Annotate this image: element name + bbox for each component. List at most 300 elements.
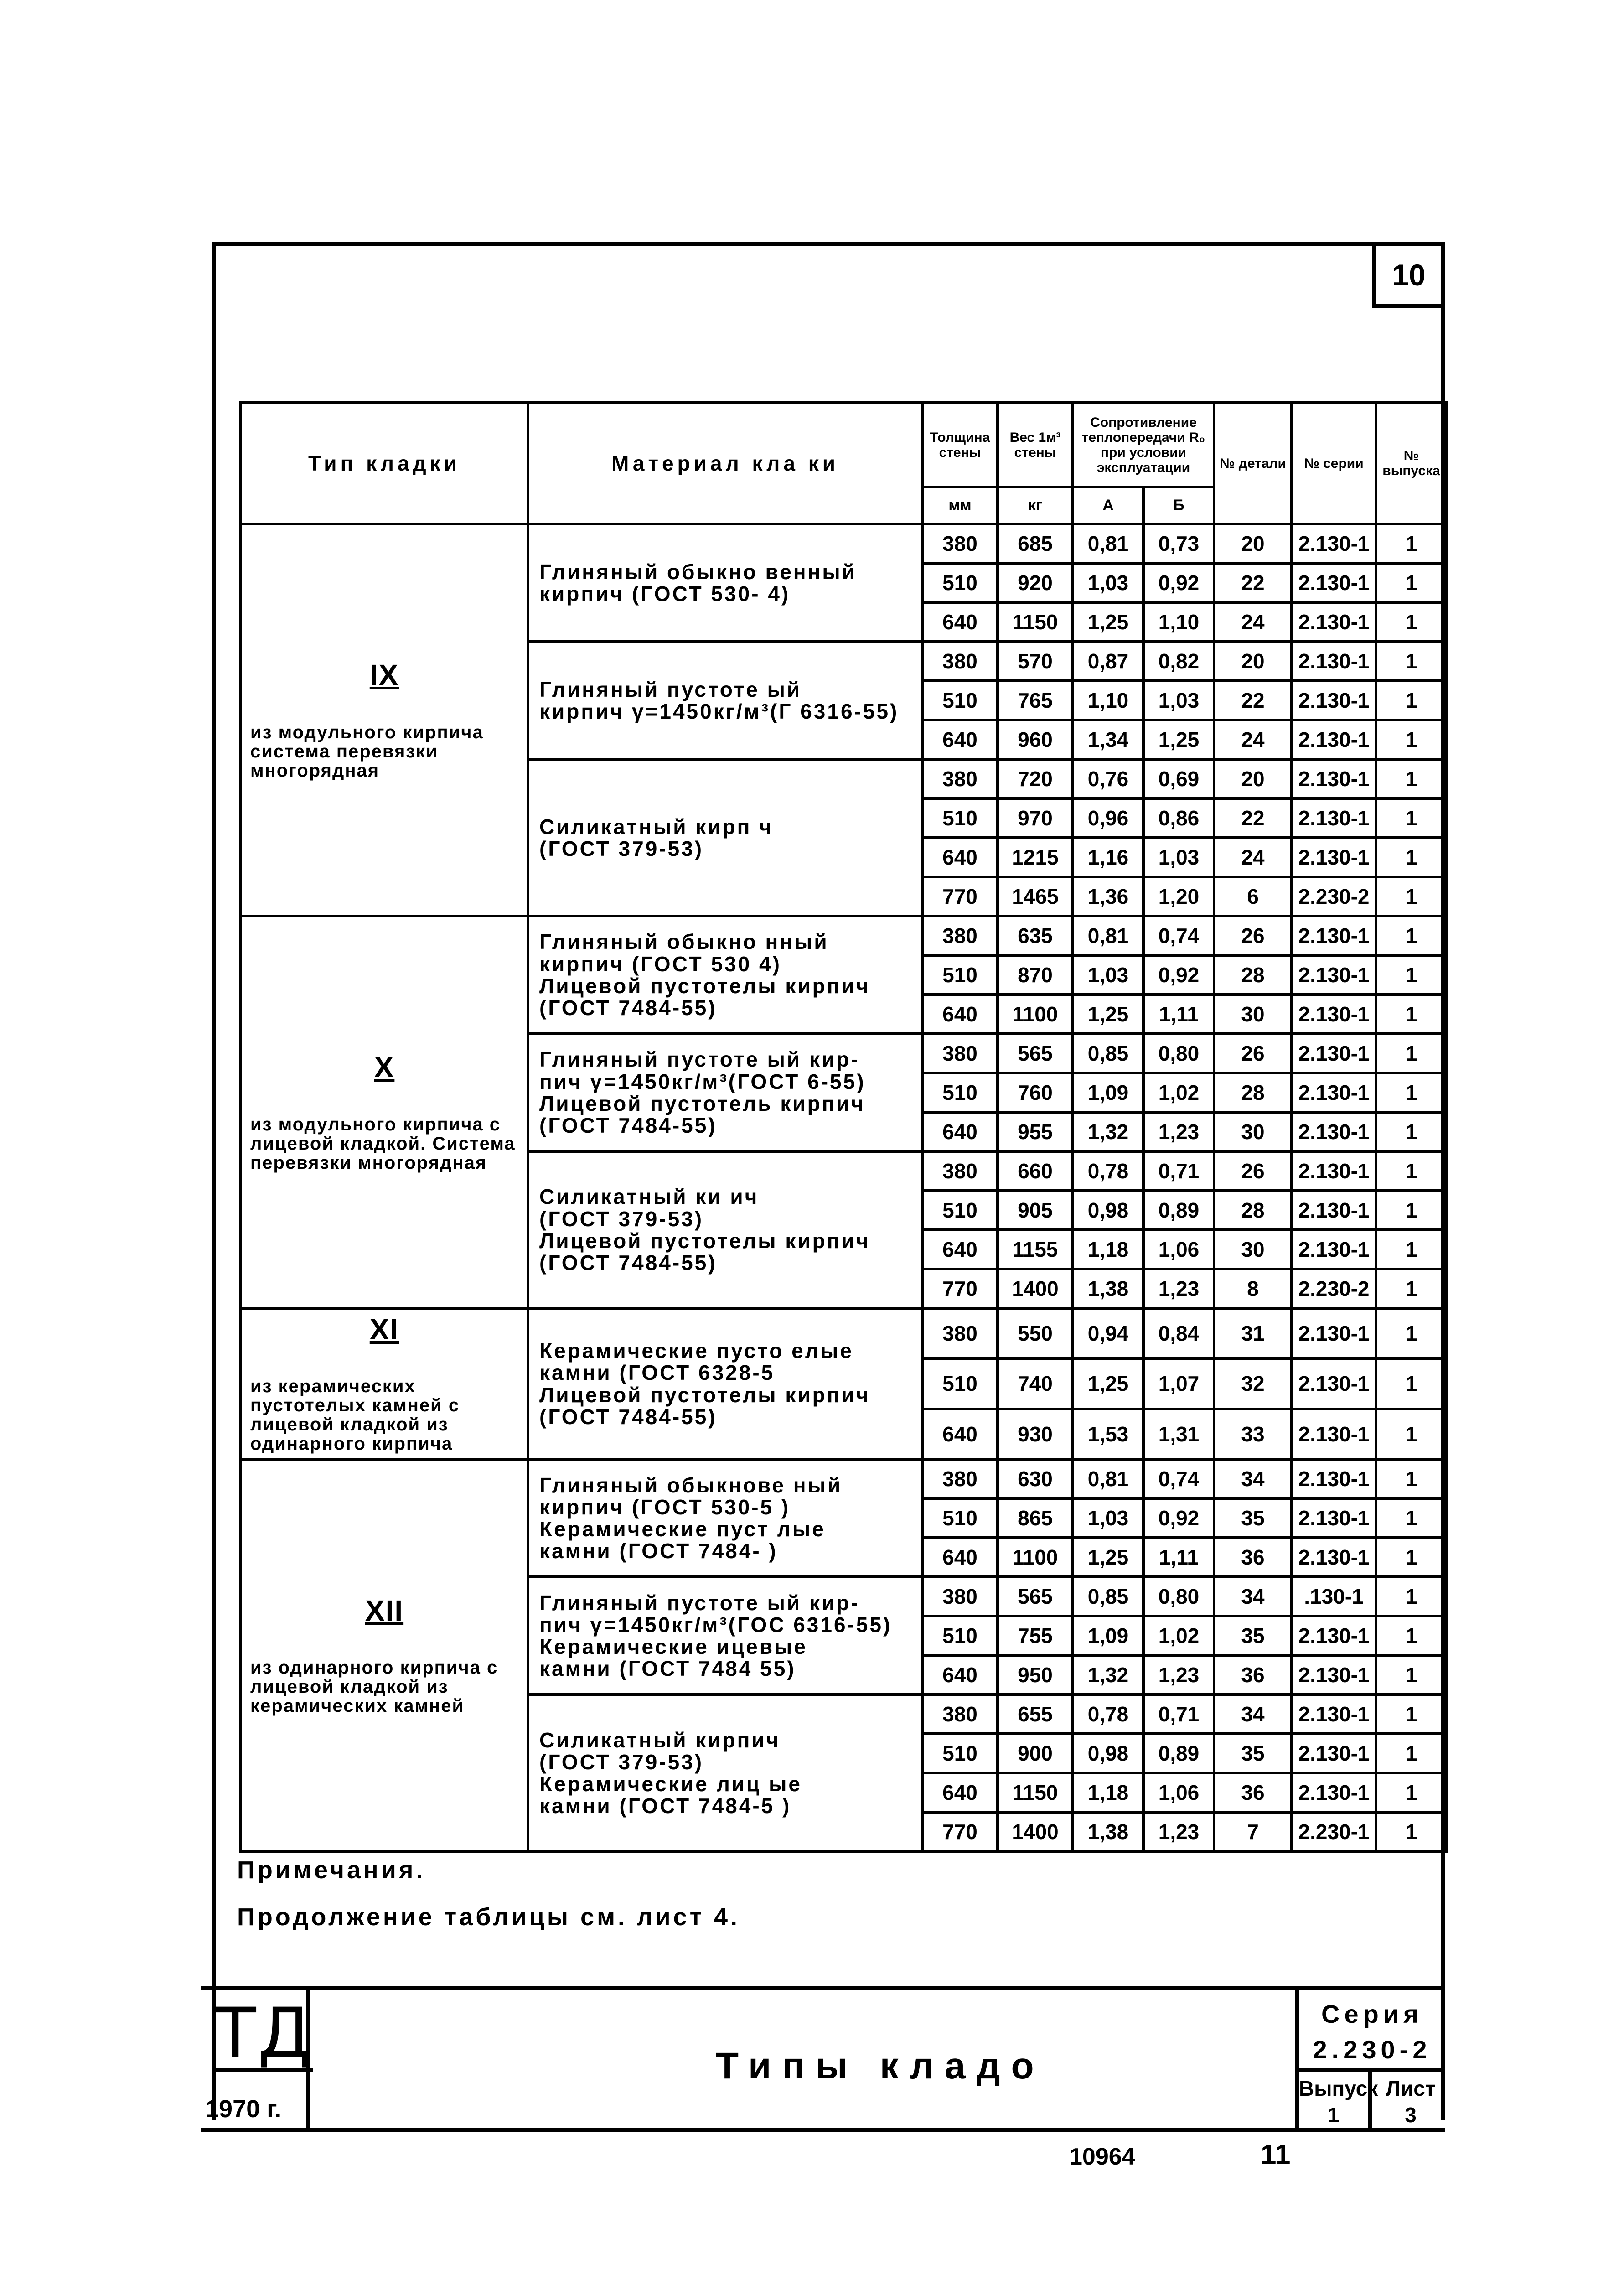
weight-cell: 1215 xyxy=(998,838,1073,877)
material-line: (ГОСТ 7484-55) xyxy=(539,1251,717,1275)
series-cell: 2.130-1 xyxy=(1292,1459,1376,1498)
series-cell: 2.130-1 xyxy=(1292,602,1376,642)
thickness-cell: 640 xyxy=(922,1112,998,1151)
thickness-cell: 380 xyxy=(922,524,998,563)
weight-cell: 660 xyxy=(998,1151,1073,1191)
resistance-b-cell: 1,25 xyxy=(1143,720,1214,759)
series-cell: 2.130-1 xyxy=(1292,955,1376,995)
thickness-cell: 510 xyxy=(922,1191,998,1230)
masonry-type-cell xyxy=(241,1308,528,1459)
material-line: Глиняный пустоте ый xyxy=(539,677,802,701)
notes-title: Примечания. xyxy=(237,1856,426,1884)
weight-cell: 1465 xyxy=(998,877,1073,916)
weight-cell: 630 xyxy=(998,1459,1073,1498)
thickness-cell: 380 xyxy=(922,1459,998,1498)
detail-cell: 24 xyxy=(1214,720,1292,759)
detail-cell: 7 xyxy=(1214,1812,1292,1851)
material-line: кирпич (ГОСТ 530-5 ) xyxy=(539,1495,791,1519)
issue-cell: 1 xyxy=(1376,1655,1447,1694)
issue-cell: 1 xyxy=(1376,1734,1447,1773)
resistance-b-cell: 0,92 xyxy=(1143,955,1214,995)
thickness-cell: 380 xyxy=(922,1034,998,1073)
material-cell xyxy=(528,524,922,642)
resistance-a-cell: 1,53 xyxy=(1073,1409,1143,1459)
thickness-cell: 640 xyxy=(922,1773,998,1812)
detail-cell: 26 xyxy=(1214,1034,1292,1073)
detail-cell: 34 xyxy=(1214,1577,1292,1616)
resistance-b-cell: 1,20 xyxy=(1143,877,1214,916)
series-cell: 2.130-1 xyxy=(1292,1230,1376,1269)
header-issue: № выпуска xyxy=(1376,403,1447,524)
header-col-b: Б xyxy=(1143,487,1214,524)
thickness-cell: 640 xyxy=(922,720,998,759)
header-detail: № детали xyxy=(1214,403,1292,524)
resistance-a-cell: 1,25 xyxy=(1073,995,1143,1034)
resistance-b-cell: 1,23 xyxy=(1143,1112,1214,1151)
resistance-b-cell: 0,82 xyxy=(1143,642,1214,681)
resistance-a-cell: 0,76 xyxy=(1073,759,1143,798)
detail-cell: 22 xyxy=(1214,798,1292,838)
resistance-b-cell: 0,74 xyxy=(1143,1459,1214,1498)
detail-cell: 31 xyxy=(1214,1308,1292,1358)
issue-cell: 1 xyxy=(1376,1308,1447,1358)
series-cell: 2.130-1 xyxy=(1292,1616,1376,1655)
resistance-a-cell: 1,34 xyxy=(1073,720,1143,759)
issue-cell: 1 xyxy=(1376,877,1447,916)
issue-cell: 1 xyxy=(1376,1538,1447,1577)
masonry-type-cell xyxy=(241,1459,528,1851)
detail-cell: 30 xyxy=(1214,1112,1292,1151)
resistance-a-cell: 1,03 xyxy=(1073,955,1143,995)
weight-cell: 905 xyxy=(998,1191,1073,1230)
issue-cell: 1 xyxy=(1376,1230,1447,1269)
weight-cell: 900 xyxy=(998,1734,1073,1773)
detail-cell: 35 xyxy=(1214,1498,1292,1538)
series-cell: 2.130-1 xyxy=(1292,759,1376,798)
series-cell: 2.130-1 xyxy=(1292,1358,1376,1409)
thickness-cell: 380 xyxy=(922,642,998,681)
resistance-b-cell: 1,11 xyxy=(1143,1538,1214,1577)
header-type: Тип кладки xyxy=(241,403,528,524)
issue-cell: 1 xyxy=(1376,524,1447,563)
thickness-cell: 380 xyxy=(922,1308,998,1358)
resistance-b-cell: 0,92 xyxy=(1143,1498,1214,1538)
thickness-cell: 640 xyxy=(922,1409,998,1459)
weight-cell: 685 xyxy=(998,524,1073,563)
resistance-b-cell: 1,23 xyxy=(1143,1269,1214,1308)
masonry-type-description: из модульного кирпича с лицевой кладкой. Система перевязки многорядная xyxy=(250,1114,516,1173)
material-line: Силикатный кирпич xyxy=(539,1728,781,1752)
resistance-a-cell: 1,38 xyxy=(1073,1269,1143,1308)
resistance-b-cell: 0,84 xyxy=(1143,1308,1214,1358)
resistance-b-cell: 0,89 xyxy=(1143,1191,1214,1230)
detail-cell: 22 xyxy=(1214,563,1292,602)
issue-cell: 1 xyxy=(1376,1151,1447,1191)
header-unit-kg: кг xyxy=(998,487,1073,524)
sheet-label: Лист xyxy=(1386,2077,1436,2100)
resistance-a-cell: 1,32 xyxy=(1073,1655,1143,1694)
material-line: кирпич γ=1450кг/м³(Г 6316-55) xyxy=(539,700,899,723)
material-line: камни (ГОСТ 7484- ) xyxy=(539,1539,778,1563)
material-line: (ГОСТ 7484-55) xyxy=(539,1404,717,1429)
resistance-a-cell: 1,03 xyxy=(1073,563,1143,602)
resistance-b-cell: 0,71 xyxy=(1143,1151,1214,1191)
issue-cell: 1 xyxy=(1376,1459,1447,1498)
detail-cell: 32 xyxy=(1214,1358,1292,1409)
detail-cell: 24 xyxy=(1214,602,1292,642)
material-line: Керамические пусто елые xyxy=(539,1339,853,1363)
detail-cell: 6 xyxy=(1214,877,1292,916)
resistance-b-cell: 0,80 xyxy=(1143,1034,1214,1073)
thickness-cell: 510 xyxy=(922,1498,998,1538)
series-cell: 2.130-1 xyxy=(1292,1034,1376,1073)
material-line: Силикатный ки ич xyxy=(539,1185,759,1209)
weight-cell: 550 xyxy=(998,1308,1073,1358)
thickness-cell: 510 xyxy=(922,681,998,720)
resistance-b-cell: 0,89 xyxy=(1143,1734,1214,1773)
series-cell: 2.130-1 xyxy=(1292,681,1376,720)
masonry-type-roman: XI xyxy=(369,1313,399,1346)
material-cell xyxy=(528,1151,922,1308)
detail-cell: 34 xyxy=(1214,1459,1292,1498)
resistance-a-cell: 0,81 xyxy=(1073,1459,1143,1498)
series-cell: 2.130-1 xyxy=(1292,1191,1376,1230)
material-line: кирпич (ГОСТ 530 4) xyxy=(539,952,781,976)
series-cell: 2.130-1 xyxy=(1292,1498,1376,1538)
header-series: № серии xyxy=(1292,403,1376,524)
masonry-type-roman: IX xyxy=(369,658,399,692)
masonry-types-table xyxy=(239,401,1448,1853)
year: 1970 г. xyxy=(205,2095,282,2123)
resistance-a-cell: 1,25 xyxy=(1073,602,1143,642)
detail-cell: 36 xyxy=(1214,1773,1292,1812)
issue-cell: 1 xyxy=(1376,916,1447,955)
series-value: 2.230-2 xyxy=(1313,2035,1432,2064)
header-thickness: Толщина стены xyxy=(922,403,998,487)
material-line: (ГОСТ 379-53) xyxy=(539,1207,704,1231)
thickness-cell: 640 xyxy=(922,1538,998,1577)
weight-cell: 1100 xyxy=(998,1538,1073,1577)
series-cell: .130-1 xyxy=(1292,1577,1376,1616)
series-cell: 2.130-1 xyxy=(1292,1112,1376,1151)
resistance-a-cell: 1,09 xyxy=(1073,1073,1143,1112)
resistance-b-cell: 0,71 xyxy=(1143,1694,1214,1734)
series-cell: 2.130-1 xyxy=(1292,1409,1376,1459)
series-cell: 2.130-1 xyxy=(1292,563,1376,602)
resistance-a-cell: 1,36 xyxy=(1073,877,1143,916)
material-cell xyxy=(528,1459,922,1577)
issue-cell: 1 xyxy=(1376,720,1447,759)
issue-cell: 1 xyxy=(1376,1616,1447,1655)
material-line: Силикатный кирп ч xyxy=(539,814,773,839)
weight-cell: 1400 xyxy=(998,1269,1073,1308)
resistance-a-cell: 0,94 xyxy=(1073,1308,1143,1358)
material-line: Глиняный пустоте ый кир- xyxy=(539,1047,860,1072)
resistance-a-cell: 0,78 xyxy=(1073,1151,1143,1191)
resistance-b-cell: 1,06 xyxy=(1143,1230,1214,1269)
material-line: Лицевой пустотелы кирпич xyxy=(539,1383,870,1407)
issue-cell: 1 xyxy=(1376,1073,1447,1112)
resistance-a-cell: 1,32 xyxy=(1073,1112,1143,1151)
detail-cell: 24 xyxy=(1214,838,1292,877)
detail-cell: 20 xyxy=(1214,642,1292,681)
issue-cell: 1 xyxy=(1376,955,1447,995)
series-cell: 2.130-1 xyxy=(1292,642,1376,681)
resistance-b-cell: 0,80 xyxy=(1143,1577,1214,1616)
series-cell: 2.130-1 xyxy=(1292,1151,1376,1191)
header-weight: Вес 1м³ стены xyxy=(998,403,1073,487)
resistance-a-cell: 1,09 xyxy=(1073,1616,1143,1655)
detail-cell: 36 xyxy=(1214,1538,1292,1577)
detail-cell: 26 xyxy=(1214,1151,1292,1191)
series-cell: 2.230-1 xyxy=(1292,1812,1376,1851)
weight-cell: 1400 xyxy=(998,1812,1073,1851)
title-block xyxy=(201,1986,1445,2132)
table-body xyxy=(241,524,1447,1851)
thickness-cell: 770 xyxy=(922,877,998,916)
detail-cell: 22 xyxy=(1214,681,1292,720)
weight-cell: 955 xyxy=(998,1112,1073,1151)
weight-cell: 1150 xyxy=(998,1773,1073,1812)
issue-cell: 1 xyxy=(1376,838,1447,877)
resistance-b-cell: 1,07 xyxy=(1143,1358,1214,1409)
weight-cell: 1100 xyxy=(998,995,1073,1034)
resistance-a-cell: 1,25 xyxy=(1073,1358,1143,1409)
material-cell xyxy=(528,1577,922,1694)
resistance-b-cell: 1,11 xyxy=(1143,995,1214,1034)
series-cell: 2.130-1 xyxy=(1292,1073,1376,1112)
weight-cell: 755 xyxy=(998,1616,1073,1655)
weight-cell: 930 xyxy=(998,1409,1073,1459)
issue-cell: 1 xyxy=(1376,563,1447,602)
issue-cell: 1 xyxy=(1376,1409,1447,1459)
series-cell: 2.130-1 xyxy=(1292,524,1376,563)
logo-td: ТД xyxy=(214,1994,313,2073)
issue-cell: 1 xyxy=(1376,1773,1447,1812)
sheet-value: 3 xyxy=(1405,2103,1417,2127)
thickness-cell: 510 xyxy=(922,1616,998,1655)
material-line: (ГОСТ 7484-55) xyxy=(539,996,717,1020)
weight-cell: 740 xyxy=(998,1358,1073,1409)
resistance-b-cell: 1,03 xyxy=(1143,838,1214,877)
thickness-cell: 640 xyxy=(922,995,998,1034)
weight-cell: 870 xyxy=(998,955,1073,995)
material-line: пич γ=1450кг/м³(ГОСТ 6-55) xyxy=(539,1069,866,1093)
logo-cell xyxy=(201,1990,313,2128)
thickness-cell: 510 xyxy=(922,955,998,995)
weight-cell: 865 xyxy=(998,1498,1073,1538)
material-line: пич γ=1450кг/м³(ГОС 6316-55) xyxy=(539,1612,892,1637)
series-cell: 2.130-1 xyxy=(1292,1734,1376,1773)
weight-cell: 950 xyxy=(998,1655,1073,1694)
weight-cell: 1155 xyxy=(998,1230,1073,1269)
resistance-b-cell: 1,03 xyxy=(1143,681,1214,720)
masonry-type-description: из одинарного кирпича с лицевой кладкой из керамических камней xyxy=(250,1657,498,1716)
detail-cell: 20 xyxy=(1214,524,1292,563)
material-cell xyxy=(528,1308,922,1459)
resistance-a-cell: 0,85 xyxy=(1073,1577,1143,1616)
thickness-cell: 640 xyxy=(922,602,998,642)
thickness-cell: 380 xyxy=(922,916,998,955)
series-cell: 2.130-1 xyxy=(1292,720,1376,759)
material-line: Керамические ицевые xyxy=(539,1635,807,1659)
resistance-b-cell: 0,92 xyxy=(1143,563,1214,602)
issue-box xyxy=(1299,2072,1378,2132)
resistance-b-cell: 1,31 xyxy=(1143,1409,1214,1459)
resistance-a-cell: 0,85 xyxy=(1073,1034,1143,1073)
material-line: Глиняный пустоте ый кир- xyxy=(539,1591,860,1615)
resistance-b-cell: 1,02 xyxy=(1143,1616,1214,1655)
material-line: Лицевой пустотель кирпич xyxy=(539,1092,865,1115)
issue-cell: 1 xyxy=(1376,995,1447,1034)
resistance-b-cell: 1,23 xyxy=(1143,1655,1214,1694)
table-row xyxy=(241,1459,1447,1498)
series-cell: 2.130-1 xyxy=(1292,1694,1376,1734)
detail-cell: 36 xyxy=(1214,1655,1292,1694)
detail-cell: 28 xyxy=(1214,1073,1292,1112)
sheet-number: 10 xyxy=(1372,242,1445,308)
thickness-cell: 770 xyxy=(922,1812,998,1851)
material-cell xyxy=(528,916,922,1034)
table-row xyxy=(241,916,1447,955)
resistance-a-cell: 0,78 xyxy=(1073,1694,1143,1734)
resistance-b-cell: 0,86 xyxy=(1143,798,1214,838)
resistance-a-cell: 1,03 xyxy=(1073,1498,1143,1538)
resistance-a-cell: 0,96 xyxy=(1073,798,1143,838)
detail-cell: 28 xyxy=(1214,1191,1292,1230)
material-line: (ГОСТ 379-53) xyxy=(539,837,704,860)
masonry-type-description: из модульного кирпича система перевязки многорядная xyxy=(250,722,484,781)
issue-cell: 1 xyxy=(1376,759,1447,798)
resistance-a-cell: 0,98 xyxy=(1073,1191,1143,1230)
masonry-type-cell xyxy=(241,524,528,916)
detail-cell: 33 xyxy=(1214,1409,1292,1459)
sheet-box xyxy=(1372,2072,1449,2132)
thickness-cell: 510 xyxy=(922,1358,998,1409)
series-cell: 2.130-1 xyxy=(1292,1773,1376,1812)
thickness-cell: 770 xyxy=(922,1269,998,1308)
table-row xyxy=(241,524,1447,563)
material-line: Лицевой пустотелы кирпич xyxy=(539,974,870,998)
thickness-cell: 380 xyxy=(922,1694,998,1734)
detail-cell: 35 xyxy=(1214,1734,1292,1773)
series-cell: 2.130-1 xyxy=(1292,798,1376,838)
material-line: Керамические пуст лые xyxy=(539,1517,826,1541)
material-line: Керамические лиц ые xyxy=(539,1772,802,1796)
header-col-a: А xyxy=(1073,487,1143,524)
resistance-a-cell: 0,98 xyxy=(1073,1734,1143,1773)
resistance-a-cell: 0,81 xyxy=(1073,524,1143,563)
material-line: кирпич (ГОСТ 530- 4) xyxy=(539,582,791,606)
archive-number: 10964 xyxy=(1069,2144,1135,2170)
weight-cell: 1150 xyxy=(998,602,1073,642)
thickness-cell: 380 xyxy=(922,759,998,798)
series-label: Серия xyxy=(1321,2000,1423,2028)
detail-cell: 26 xyxy=(1214,916,1292,955)
detail-cell: 30 xyxy=(1214,1230,1292,1269)
header-resistance: Сопротивление теплопередачи R₀ при условии эксплуатации xyxy=(1073,403,1214,487)
resistance-a-cell: 1,38 xyxy=(1073,1812,1143,1851)
thickness-cell: 640 xyxy=(922,838,998,877)
detail-cell: 35 xyxy=(1214,1616,1292,1655)
masonry-type-roman: XII xyxy=(365,1594,404,1627)
detail-cell: 28 xyxy=(1214,955,1292,995)
material-cell xyxy=(528,759,922,916)
notes xyxy=(237,1847,740,1940)
thickness-cell: 510 xyxy=(922,1734,998,1773)
resistance-a-cell: 1,25 xyxy=(1073,1538,1143,1577)
table-row xyxy=(241,1308,1447,1358)
resistance-a-cell: 1,16 xyxy=(1073,838,1143,877)
weight-cell: 960 xyxy=(998,720,1073,759)
resistance-b-cell: 0,69 xyxy=(1143,759,1214,798)
issue-cell: 1 xyxy=(1376,642,1447,681)
weight-cell: 760 xyxy=(998,1073,1073,1112)
material-line: Глиняный обыкно нный xyxy=(539,930,829,954)
issue-label: Выпуск xyxy=(1299,2077,1378,2100)
material-cell xyxy=(528,1034,922,1151)
material-line: камни (ГОСТ 7484-5 ) xyxy=(539,1794,791,1818)
header-material: Материал кла ки xyxy=(528,403,922,524)
series-cell: 2.130-1 xyxy=(1292,916,1376,955)
issue-cell: 1 xyxy=(1376,1269,1447,1308)
issue-cell: 1 xyxy=(1376,1694,1447,1734)
series-cell: 2.230-2 xyxy=(1292,1269,1376,1308)
weight-cell: 970 xyxy=(998,798,1073,838)
weight-cell: 570 xyxy=(998,642,1073,681)
page-number: 11 xyxy=(1261,2139,1291,2171)
issue-cell: 1 xyxy=(1376,1034,1447,1073)
weight-cell: 920 xyxy=(998,563,1073,602)
drawing-title: Типы кладо xyxy=(716,2045,1045,2087)
weight-cell: 565 xyxy=(998,1034,1073,1073)
detail-cell: 34 xyxy=(1214,1694,1292,1734)
issue-cell: 1 xyxy=(1376,1191,1447,1230)
issue-cell: 1 xyxy=(1376,1112,1447,1151)
weight-cell: 565 xyxy=(998,1577,1073,1616)
detail-cell: 20 xyxy=(1214,759,1292,798)
issue-cell: 1 xyxy=(1376,798,1447,838)
thickness-cell: 510 xyxy=(922,798,998,838)
issue-value: 1 xyxy=(1327,2103,1340,2127)
weight-cell: 720 xyxy=(998,759,1073,798)
material-line: (ГОСТ 7484-55) xyxy=(539,1114,717,1138)
series-cell: 2.130-1 xyxy=(1292,995,1376,1034)
resistance-a-cell: 0,87 xyxy=(1073,642,1143,681)
masonry-type-roman: X xyxy=(374,1051,395,1084)
series-box xyxy=(1299,1990,1445,2072)
issue-cell: 1 xyxy=(1376,1577,1447,1616)
header-unit-mm: мм xyxy=(922,487,998,524)
issue-cell: 1 xyxy=(1376,681,1447,720)
masonry-type-description: из керамических пустотелых камней с лицевой кладкой из одинарного кирпича xyxy=(250,1376,460,1454)
series-cell xyxy=(1295,1990,1445,2128)
issue-cell: 1 xyxy=(1376,1812,1447,1851)
resistance-b-cell: 1,02 xyxy=(1143,1073,1214,1112)
notes-line: Продолжение таблицы см. лист 4. xyxy=(237,1903,740,1931)
thickness-cell: 510 xyxy=(922,563,998,602)
thickness-cell: 640 xyxy=(922,1655,998,1694)
resistance-a-cell: 0,81 xyxy=(1073,916,1143,955)
series-cell: 2.130-1 xyxy=(1292,1538,1376,1577)
resistance-b-cell: 1,06 xyxy=(1143,1773,1214,1812)
resistance-a-cell: 1,18 xyxy=(1073,1773,1143,1812)
series-cell: 2.130-1 xyxy=(1292,1655,1376,1694)
material-line: Глиняный обыкнове ный xyxy=(539,1473,843,1497)
resistance-b-cell: 0,74 xyxy=(1143,916,1214,955)
resistance-b-cell: 1,23 xyxy=(1143,1812,1214,1851)
weight-cell: 765 xyxy=(998,681,1073,720)
